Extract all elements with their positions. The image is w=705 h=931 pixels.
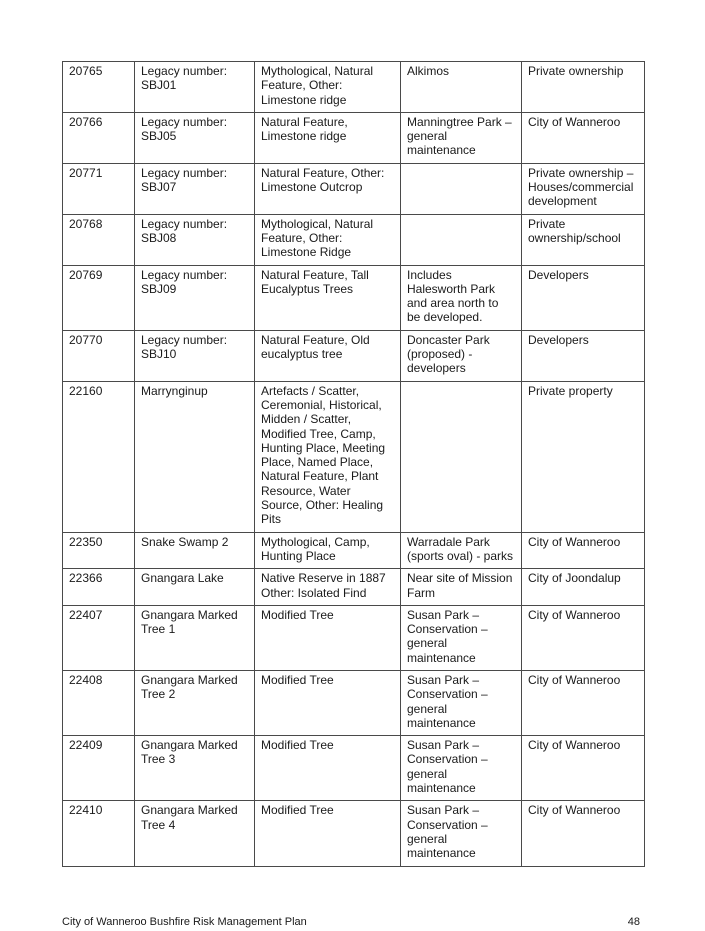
ownership-cell: City of Wanneroo <box>522 532 645 569</box>
ownership-cell: Private ownership <box>522 62 645 113</box>
location-cell <box>401 381 522 532</box>
location-cell: Near site of Mission Farm <box>401 569 522 606</box>
ownership-cell: Private ownership/school <box>522 214 645 265</box>
site-type-cell: Native Reserve in 1887 Other: Isolated Find <box>255 569 401 606</box>
site-id-cell: 22366 <box>63 569 135 606</box>
location-cell: Warradale Park (sports oval) - parks <box>401 532 522 569</box>
site-name-cell: Gnangara Marked Tree 2 <box>135 670 255 735</box>
site-name-cell: Legacy number: SBJ09 <box>135 265 255 330</box>
site-name-cell: Legacy number: SBJ08 <box>135 214 255 265</box>
location-cell <box>401 163 522 214</box>
site-name-cell: Snake Swamp 2 <box>135 532 255 569</box>
ownership-cell: Developers <box>522 265 645 330</box>
site-name-cell: Legacy number: SBJ05 <box>135 112 255 163</box>
table-body <box>63 62 645 867</box>
table-row <box>63 62 645 113</box>
table-row <box>63 265 645 330</box>
location-cell: Susan Park – Conservation – general maintenance <box>401 605 522 670</box>
site-type-cell: Natural Feature, Tall Eucalyptus Trees <box>255 265 401 330</box>
ownership-cell: City of Wanneroo <box>522 112 645 163</box>
site-name-cell: Gnangara Marked Tree 3 <box>135 736 255 801</box>
site-id-cell: 22407 <box>63 605 135 670</box>
table-row <box>63 330 645 381</box>
table-row <box>63 670 645 735</box>
site-id-cell: 20771 <box>63 163 135 214</box>
site-id-cell: 20765 <box>63 62 135 113</box>
table-row <box>63 736 645 801</box>
ownership-cell: City of Wanneroo <box>522 670 645 735</box>
site-name-cell: Marrynginup <box>135 381 255 532</box>
footer-document-title: City of Wanneroo Bushfire Risk Management Plan <box>62 916 307 928</box>
table-row <box>63 605 645 670</box>
table-row <box>63 214 645 265</box>
table-row <box>63 569 645 606</box>
site-id-cell: 22408 <box>63 670 135 735</box>
table-row <box>63 112 645 163</box>
ownership-cell: Private property <box>522 381 645 532</box>
ownership-cell: City of Wanneroo <box>522 801 645 866</box>
site-id-cell: 20769 <box>63 265 135 330</box>
site-type-cell: Mythological, Natural Feature, Other: Limestone Ridge <box>255 214 401 265</box>
table-row <box>63 801 645 866</box>
location-cell: Manningtree Park – general maintenance <box>401 112 522 163</box>
site-id-cell: 20770 <box>63 330 135 381</box>
site-name-cell: Gnangara Lake <box>135 569 255 606</box>
footer-page-number: 48 <box>627 916 640 928</box>
site-id-cell: 22409 <box>63 736 135 801</box>
site-type-cell: Modified Tree <box>255 736 401 801</box>
site-type-cell: Modified Tree <box>255 605 401 670</box>
ownership-cell: City of Wanneroo <box>522 736 645 801</box>
table-row <box>63 532 645 569</box>
site-name-cell: Gnangara Marked Tree 1 <box>135 605 255 670</box>
site-type-cell: Mythological, Camp, Hunting Place <box>255 532 401 569</box>
location-cell <box>401 214 522 265</box>
site-id-cell: 22160 <box>63 381 135 532</box>
site-id-cell: 20768 <box>63 214 135 265</box>
site-id-cell: 22410 <box>63 801 135 866</box>
location-cell: Susan Park – Conservation – general maintenance <box>401 736 522 801</box>
site-name-cell: Gnangara Marked Tree 4 <box>135 801 255 866</box>
heritage-sites-table <box>62 61 645 867</box>
site-type-cell: Modified Tree <box>255 670 401 735</box>
site-type-cell: Modified Tree <box>255 801 401 866</box>
location-cell: Susan Park – Conservation – general maintenance <box>401 801 522 866</box>
ownership-cell: Private ownership – Houses/commercial development <box>522 163 645 214</box>
site-id-cell: 20766 <box>63 112 135 163</box>
location-cell: Susan Park – Conservation – general maintenance <box>401 670 522 735</box>
ownership-cell: City of Wanneroo <box>522 605 645 670</box>
location-cell: Doncaster Park (proposed) - developers <box>401 330 522 381</box>
ownership-cell: City of Joondalup <box>522 569 645 606</box>
site-name-cell: Legacy number: SBJ10 <box>135 330 255 381</box>
site-type-cell: Natural Feature, Old eucalyptus tree <box>255 330 401 381</box>
ownership-cell: Developers <box>522 330 645 381</box>
location-cell: Includes Halesworth Park and area north to be developed. <box>401 265 522 330</box>
table-row <box>63 381 645 532</box>
site-type-cell: Natural Feature, Other: Limestone Outcrop <box>255 163 401 214</box>
site-name-cell: Legacy number: SBJ07 <box>135 163 255 214</box>
table-row <box>63 163 645 214</box>
location-cell: Alkimos <box>401 62 522 113</box>
site-type-cell: Natural Feature, Limestone ridge <box>255 112 401 163</box>
site-type-cell: Mythological, Natural Feature, Other: Limestone ridge <box>255 62 401 113</box>
site-id-cell: 22350 <box>63 532 135 569</box>
site-name-cell: Legacy number: SBJ01 <box>135 62 255 113</box>
site-type-cell: Artefacts / Scatter, Ceremonial, Historical, Midden / Scatter, Modified Tree, Camp, Hunting Place, Meeting Place, Named Place, Natural Feature, Plant Resource, Water Source, Other: Healing Pits <box>255 381 401 532</box>
